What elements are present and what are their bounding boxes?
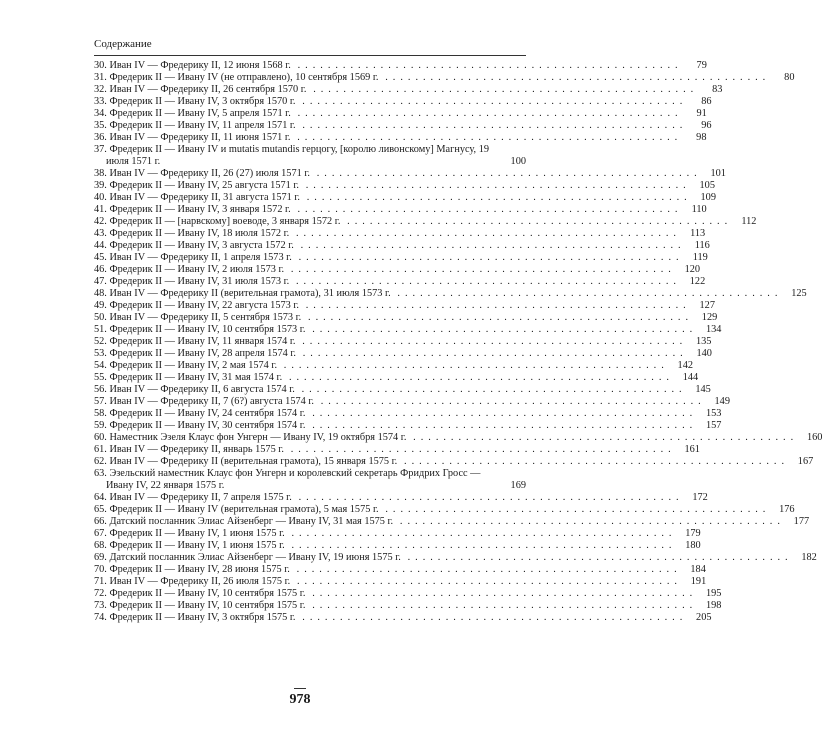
toc-entry [94,252,708,264]
toc-entry-title [94,264,672,276]
toc-entry [94,192,716,204]
toc-entry [94,240,710,252]
leader-dots: . . . . . . . . . . . . . . . . . . . . . . . . . . . . . . . . . . . . . . . . . . . . . . . . . . . [293,108,679,119]
leader-dots: . . . . . . . . . . . . . . . . . . . . . . . . . . . . . . . . . . . . . . . . . . . . . . . . . . . [316,396,702,407]
toc-entry-title [94,552,789,564]
toc-entry-text: 37. Фредерик II — Ивану IV и mutatis mutandis герцогу, [королю ливонскому] Магнусу, 19 июля 1571 г. [94,144,489,167]
toc-entry [94,132,707,144]
toc-entry-title [94,120,684,132]
toc-entry [94,300,715,312]
leader-dots: . . . . . . . . . . . . . . . . . . . . . . . . . . . . . . . . . . . . . . . . . . . . . . . . . . . [287,528,673,539]
toc-entry-text: 69. Датский посланник Элиас Айзенберг — Ивану IV, 19 июня 1575 г. [94,552,401,563]
toc-entry-title [94,228,677,240]
toc-entry [94,228,706,240]
toc-entry-title [94,528,673,540]
toc-entry-text: 41. Фредерик II — Ивану IV, 3 января 1572 г. [94,204,291,215]
toc-entry-title [94,168,698,180]
toc-entry [94,96,712,108]
leader-dots: . . . . . . . . . . . . . . . . . . . . . . . . . . . . . . . . . . . . . . . . . . . . . . . . . . . [400,456,786,467]
leader-dots: . . . . . . . . . . . . . . . . . . . . . . . . . . . . . . . . . . . . . . . . . . . . . . . . . . . [409,432,795,443]
toc-entry-text: 71. Иван IV — Фредерику II, 26 июля 1575 г. [94,576,291,587]
leader-dots: . . . . . . . . . . . . . . . . . . . . . . . . . . . . . . . . . . . . . . . . . . . . . . . . . . . [301,180,687,191]
toc-entry-text: 45. Иван IV — Фредерику II, 1 апреля 1573 г. [94,252,292,263]
toc-entry-title [94,96,684,108]
toc-entry-text: 51. Фредерик II — Ивану IV, 10 сентября 1573 г. [94,324,306,335]
leader-dots: . . . . . . . . . . . . . . . . . . . . . . . . . . . . . . . . . . . . . . . . . . . . . . . . . . . [293,204,679,215]
leader-dots: . . . . . . . . . . . . . . . . . . . . . . . . . . . . . . . . . . . . . . . . . . . . . . . . . . . [312,168,698,179]
toc-entry-page: 125 [791,288,807,299]
leader-dots: . . . . . . . . . . . . . . . . . . . . . . . . . . . . . . . . . . . . . . . . . . . . . . . . . . . [403,552,789,563]
toc-entry-title [94,360,665,372]
toc-entry-text: 63. Эзельский наместник Клаус фон Унгерн и королевский секретарь Фридрих Гросс — Ивану IV, 22 января 1575 г. [94,468,481,491]
toc-entry-page: 135 [696,336,712,347]
leader-dots: . . . . . . . . . . . . . . . . . . . . . . . . . . . . . . . . . . . . . . . . . . . . . . . . . . . [308,588,694,599]
toc-entry-title [94,276,677,288]
toc-entry-page: 116 [694,240,710,251]
toc-entry-text: 73. Фредерик II — Ивану IV, 10 сентября 1575 г. [94,600,306,611]
toc-entry [94,408,722,420]
leader-dots: . . . . . . . . . . . . . . . . . . . . . . . . . . . . . . . . . . . . . . . . . . . . . . . . . . . [294,252,680,263]
toc-entry-text: 65. Фредерик II — Ивану IV (верительная грамота), 5 мая 1575 г. [94,504,379,515]
leader-dots: . . . . . . . . . . . . . . . . . . . . . . . . . . . . . . . . . . . . . . . . . . . . . . . . . . . [393,288,779,299]
toc-entry-page: 101 [710,168,726,179]
toc-entry-page: 198 [705,600,722,611]
leader-dots: . . . . . . . . . . . . . . . . . . . . . . . . . . . . . . . . . . . . . . . . . . . . . . . . . . . [381,72,767,83]
leader-dots: . . . . . . . . . . . . . . . . . . . . . . . . . . . . . . . . . . . . . . . . . . . . . . . . . . . [293,60,679,71]
toc-entry-text: 74. Фредерик II — Ивану IV, 3 октября 1575 г. [94,612,296,623]
toc-entry [94,516,810,528]
toc-entry-title [94,504,767,516]
toc-entry-page: 177 [793,516,810,527]
toc-entry-page: 96 [701,120,712,131]
toc-entry-title [94,396,702,408]
leader-dots: . . . . . . . . . . . . . . . . . . . . . . . . . . . . . . . . . . . . . . . . . . . . . . . . . . . [308,600,694,611]
toc-entry [94,492,708,504]
toc-entry-page: 182 [801,552,817,563]
toc-entry [94,144,526,168]
toc-entry-title [94,540,673,552]
toc-entry-title [94,468,498,492]
toc-entry [94,108,707,120]
toc-entry-text: 32. Иван IV — Фредерику II, 26 сентября 1570 г. [94,84,307,95]
toc-entry-page: 176 [779,504,795,515]
toc-entry [94,444,700,456]
toc-entry-text: 31. Фредерик II — Ивану IV (не отправлено), 10 сентября 1569 г. [94,72,379,83]
toc-entry-page: 169 [510,480,526,491]
toc-entry-text: 61. Иван IV — Фредерику II, январь 1575 г. [94,444,284,455]
leader-dots: . . . . . . . . . . . . . . . . . . . . . . . . . . . . . . . . . . . . . . . . . . . . . . . . . . . [301,300,687,311]
toc-entry-page: 191 [690,576,707,587]
leader-dots: . . . . . . . . . . . . . . . . . . . . . . . . . . . . . . . . . . . . . . . . . . . . . . . . . . . [298,336,684,347]
leader-dots: . . . . . . . . . . . . . . . . . . . . . . . . . . . . . . . . . . . . . . . . . . . . . . . . . . . [343,216,729,227]
toc-entry-title [94,300,687,312]
toc-entry-text: 38. Иван IV — Фредерику II, 26 (27) июля 1571 г. [94,168,310,179]
toc-entry-page: 134 [705,324,722,335]
leader-dots: . . . . . . . . . . . . . . . . . . . . . . . . . . . . . . . . . . . . . . . . . . . . . . . . . . . [308,420,694,431]
toc-entry-title [94,240,682,252]
toc-entry-text: 54. Фредерик II — Ивану IV, 2 мая 1574 г. [94,360,278,371]
toc-entry [94,468,526,492]
toc-entry-page: 100 [510,156,526,167]
leader-dots: . . . . . . . . . . . . . . . . . . . . . . . . . . . . . . . . . . . . . . . . . . . . . . . . . . . [309,84,695,95]
toc-entry-title [94,180,687,192]
toc-entry-page: 120 [684,264,701,275]
toc-entry-page: 127 [699,300,715,311]
leader-dots: . . . . . . . . . . . . . . . . . . . . . . . . . . . . . . . . . . . . . . . . . . . . . . . . . . . [298,348,684,359]
leader-dots: . . . . . . . . . . . . . . . . . . . . . . . . . . . . . . . . . . . . . . . . . . . . . . . . . . . [297,384,683,395]
toc-entry [94,360,693,372]
toc-entry-title [94,420,693,432]
toc-entry-text: 48. Иван IV — Фредерику II (верительная грамота), 31 июля 1573 г. [94,288,391,299]
toc-entry-text: 30. Иван IV — Фредерику II, 12 июня 1568 г. [94,60,291,71]
leader-dots: . . . . . . . . . . . . . . . . . . . . . . . . . . . . . . . . . . . . . . . . . . . . . . . . . . . [280,360,665,371]
toc-entry-title [94,444,672,456]
toc-entry-page: 110 [691,204,707,215]
toc-entry-page: 205 [696,612,712,623]
toc-entry-text: 53. Фредерик II — Ивану IV, 28 апреля 1574 г. [94,348,296,359]
toc-entry-title [94,492,680,504]
toc-entry-text: 70. Фредерик II — Ивану IV, 28 июня 1575 г. [94,564,290,575]
toc-entry-title [94,588,693,600]
toc-entry-page: 129 [701,312,718,323]
toc-entry-page: 172 [692,492,708,503]
toc-entry [94,600,722,612]
toc-entry [94,72,795,84]
toc-entry [94,288,807,300]
toc-entry-text: 52. Фредерик II — Ивану IV, 11 января 1574 г. [94,336,296,347]
leader-dots: . . . . . . . . . . . . . . . . . . . . . . . . . . . . . . . . . . . . . . . . . . . . . . . . . . . [302,192,688,203]
toc-entry [94,372,699,384]
toc-entry-title [94,252,680,264]
toc-entry-text: 58. Фредерик II — Ивану IV, 24 сентября 1574 г. [94,408,306,419]
toc-entry-page: 161 [684,444,700,455]
toc-entry-page: 83 [712,84,723,95]
toc-entry-text: 47. Фредерик II — Ивану IV, 31 июля 1573 г. [94,276,290,287]
toc-entry [94,180,715,192]
toc-entry-page: 86 [701,96,712,107]
toc-entry-text: 55. Фредерик II — Ивану IV, 31 мая 1574 г. [94,372,283,383]
toc-entry-text: 57. Иван IV — Фредерику II, 7 (6?) августа 1574 г. [94,396,314,407]
toc-entry-title [94,216,728,228]
toc-entry-text: 60. Наместник Эзеля Клаус фон Унгерн — Ивану IV, 19 октября 1574 г. [94,432,407,443]
folio-ornament [294,688,306,689]
toc-entry-page: 112 [741,216,757,227]
running-head-title: Содержание [94,38,152,50]
toc-entry-title [94,612,684,624]
toc-entry-title [94,600,693,612]
toc-entry-page: 149 [714,396,730,407]
toc-entry-text: 49. Фредерик II — Ивану IV, 22 августа 1573 г. [94,300,299,311]
toc-entry-page: 109 [700,192,716,203]
toc-entry-title [94,432,794,444]
toc-entry-text: 39. Фредерик II — Ивану IV, 25 августа 1571 г. [94,180,299,191]
toc-entry-text: 33. Фредерик II — Ивану IV, 3 октября 1570 г. [94,96,296,107]
leader-dots: . . . . . . . . . . . . . . . . . . . . . . . . . . . . . . . . . . . . . . . . . . . . . . . . . . . [298,612,684,623]
toc-entry-page: 113 [690,228,706,239]
toc-entry-title [94,516,781,528]
toc-entry-text: 56. Иван IV — Фредерику II, 6 августа 1574 г. [94,384,295,395]
leader-dots: . . . . . . . . . . . . . . . . . . . . . . . . . . . . . . . . . . . . . . . . . . . . . . . . . . . [293,576,679,587]
toc-entry [94,324,722,336]
toc-entry-page: 122 [689,276,706,287]
toc-entry-text: 59. Фредерик II — Ивану IV, 30 сентября 1574 г. [94,420,306,431]
toc-entry-text: 64. Иван IV — Фредерику II, 7 апреля 1575 г. [94,492,292,503]
leader-dots: . . . . . . . . . . . . . . . . . . . . . . . . . . . . . . . . . . . . . . . . . . . . . . . . . . . [308,408,694,419]
toc-entry [94,264,701,276]
leader-dots: . . . . . . . . . . . . . . . . . . . . . . . . . . . . . . . . . . . . . . . . . . . . . . . . . . . [292,228,678,239]
toc-entry-text: 46. Фредерик II — Ивану IV, 2 июля 1573 г. [94,264,285,275]
toc-entry-title [94,576,678,588]
toc-entry-title [94,408,693,420]
leader-dots: . . . . . . . . . . . . . . . . . . . . . . . . . . . . . . . . . . . . . . . . . . . . . . . . . . . [296,240,682,251]
toc-entry-text: 68. Фредерик II — Ивану IV, 1 июня 1575 г. [94,540,285,551]
toc-entry-title [94,324,693,336]
toc-entry-page: 80 [784,72,795,83]
toc-entry-title [94,84,694,96]
leader-dots: . . . . . . . . . . . . . . . . . . . . . . . . . . . . . . . . . . . . . . . . . . . . . . . . . . . [294,492,680,503]
toc-entry [94,204,707,216]
leader-dots: . . . . . . . . . . . . . . . . . . . . . . . . . . . . . . . . . . . . . . . . . . . . . . . . . . . [292,564,678,575]
toc-entry-text: 67. Фредерик II — Ивану IV, 1 июня 1575 г. [94,528,285,539]
toc-entry [94,216,757,228]
toc-entry-title [94,336,683,348]
toc-entry-page: 91 [696,108,707,119]
leader-dots: . . . . . . . . . . . . . . . . . . . . . . . . . . . . . . . . . . . . . . . . . . . . . . . . . . . [285,372,671,383]
toc-entry [94,420,722,432]
toc-entry-text: 36. Иван IV — Фредерику II, 11 июня 1571 г. [94,132,291,143]
toc-entry-title [94,348,684,360]
leader-dots: . . . . . . . . . . . . . . . . . . . . . . . . . . . . . . . . . . . . . . . . . . . . . . . . . . . [298,96,684,107]
toc-entry-page: 142 [677,360,693,371]
toc-entry [94,456,814,468]
toc-entry-page: 105 [699,180,715,191]
toc-entry-page: 160 [806,432,822,443]
toc-entry-text: 35. Фредерик II — Ивану IV, 11 апреля 1571 г. [94,120,296,131]
page-number: 978 [289,692,311,707]
toc-entry-title [94,204,679,216]
leader-dots: . . . . . . . . . . . . . . . . . . . . . . . . . . . . . . . . . . . . . . . . . . . . . . . . . . . [287,540,673,551]
toc-entry-text: 50. Иван IV — Фредерику II, 5 сентября 1573 г. [94,312,302,323]
toc-entry-text: 62. Иван IV — Фредерику II (верительная грамота), 15 января 1575 г. [94,456,398,467]
toc-entry [94,312,718,324]
toc-entry-text: 43. Фредерик II — Ивану IV, 18 июля 1572 г. [94,228,290,239]
toc-entry-page: 167 [797,456,814,467]
leader-dots: . . . . . . . . . . . . . . . . . . . . . . . . . . . . . . . . . . . . . . . . . . . . . . . . . . . [286,444,672,455]
table-of-contents [94,60,822,624]
leader-dots: . . . . . . . . . . . . . . . . . . . . . . . . . . . . . . . . . . . . . . . . . . . . . . . . . . . [292,276,678,287]
toc-entry-title [94,60,679,72]
toc-entry-text: 66. Датский посланник Элиас Айзенберг — Ивану IV, 31 мая 1575 г. [94,516,394,527]
toc-entry-title [94,312,689,324]
toc-entry [94,504,795,516]
toc-entry [94,552,817,564]
toc-entry [94,276,706,288]
toc-entry-page: 119 [692,252,708,263]
toc-entry [94,528,701,540]
toc-entry [94,396,730,408]
leader-dots: . . . . . . . . . . . . . . . . . . . . . . . . . . . . . . . . . . . . . . . . . . . . . . . . . . . [304,312,690,323]
leader-dots: . . . . . . . . . . . . . . . . . . . . . . . . . . . . . . . . . . . . . . . . . . . . . . . . . . . [308,324,694,335]
toc-entry [94,120,712,132]
toc-entry-title [94,384,683,396]
toc-entry-text: 42. Фредерик II — [нарвскому] воеводе, 3 января 1572 г. [94,216,341,227]
toc-entry-page: 180 [685,540,701,551]
toc-entry-title [94,564,678,576]
toc-entry-title [94,108,679,120]
toc-entry [94,348,712,360]
toc-entry-title [94,192,688,204]
toc-entry-page: 98 [696,132,707,143]
toc-entry-title [94,456,785,468]
toc-entry-page: 79 [696,60,707,71]
toc-entry-text: 40. Иван IV — Фредерику II, 31 августа 1571 г. [94,192,300,203]
leader-dots: . . . . . . . . . . . . . . . . . . . . . . . . . . . . . . . . . . . . . . . . . . . . . . . . . . . [396,516,782,527]
toc-entry-text: 72. Фредерик II — Ивану IV, 10 сентября 1575 г. [94,588,306,599]
toc-entry-title [94,132,678,144]
toc-entry-text: 44. Фредерик II — Ивану IV, 3 августа 1572 г. [94,240,294,251]
toc-entry [94,588,722,600]
toc-entry-text: 34. Фредерик II — Ивану IV, 5 апреля 1571 г. [94,108,291,119]
toc-entry [94,564,706,576]
toc-entry [94,336,712,348]
toc-entry-page: 179 [685,528,701,539]
toc-entry [94,60,707,72]
leader-dots: . . . . . . . . . . . . . . . . . . . . . . . . . . . . . . . . . . . . . . . . . . . . . . . . . . . [287,264,673,275]
toc-entry-page: 157 [705,420,722,431]
toc-entry-page: 153 [705,408,722,419]
toc-entry-page: 184 [690,564,706,575]
leader-dots: . . . . . . . . . . . . . . . . . . . . . . . . . . . . . . . . . . . . . . . . . . . . . . . . . . . [293,132,679,143]
toc-entry [94,84,723,96]
toc-entry [94,168,726,180]
toc-entry [94,612,712,624]
header-rule [94,55,526,56]
toc-entry-page: 145 [695,384,711,395]
toc-entry-title [94,144,498,168]
toc-entry-page: 195 [705,588,722,599]
toc-entry-page: 144 [682,372,699,383]
toc-entry [94,432,822,444]
toc-entry [94,540,701,552]
toc-entry [94,384,711,396]
toc-entry-title [94,288,779,300]
toc-entry-title [94,72,766,84]
leader-dots: . . . . . . . . . . . . . . . . . . . . . . . . . . . . . . . . . . . . . . . . . . . . . . . . . . . [298,120,684,131]
toc-entry [94,576,707,588]
leader-dots: . . . . . . . . . . . . . . . . . . . . . . . . . . . . . . . . . . . . . . . . . . . . . . . . . . . [381,504,767,515]
toc-entry-title [94,372,670,384]
toc-entry-page: 140 [696,348,712,359]
